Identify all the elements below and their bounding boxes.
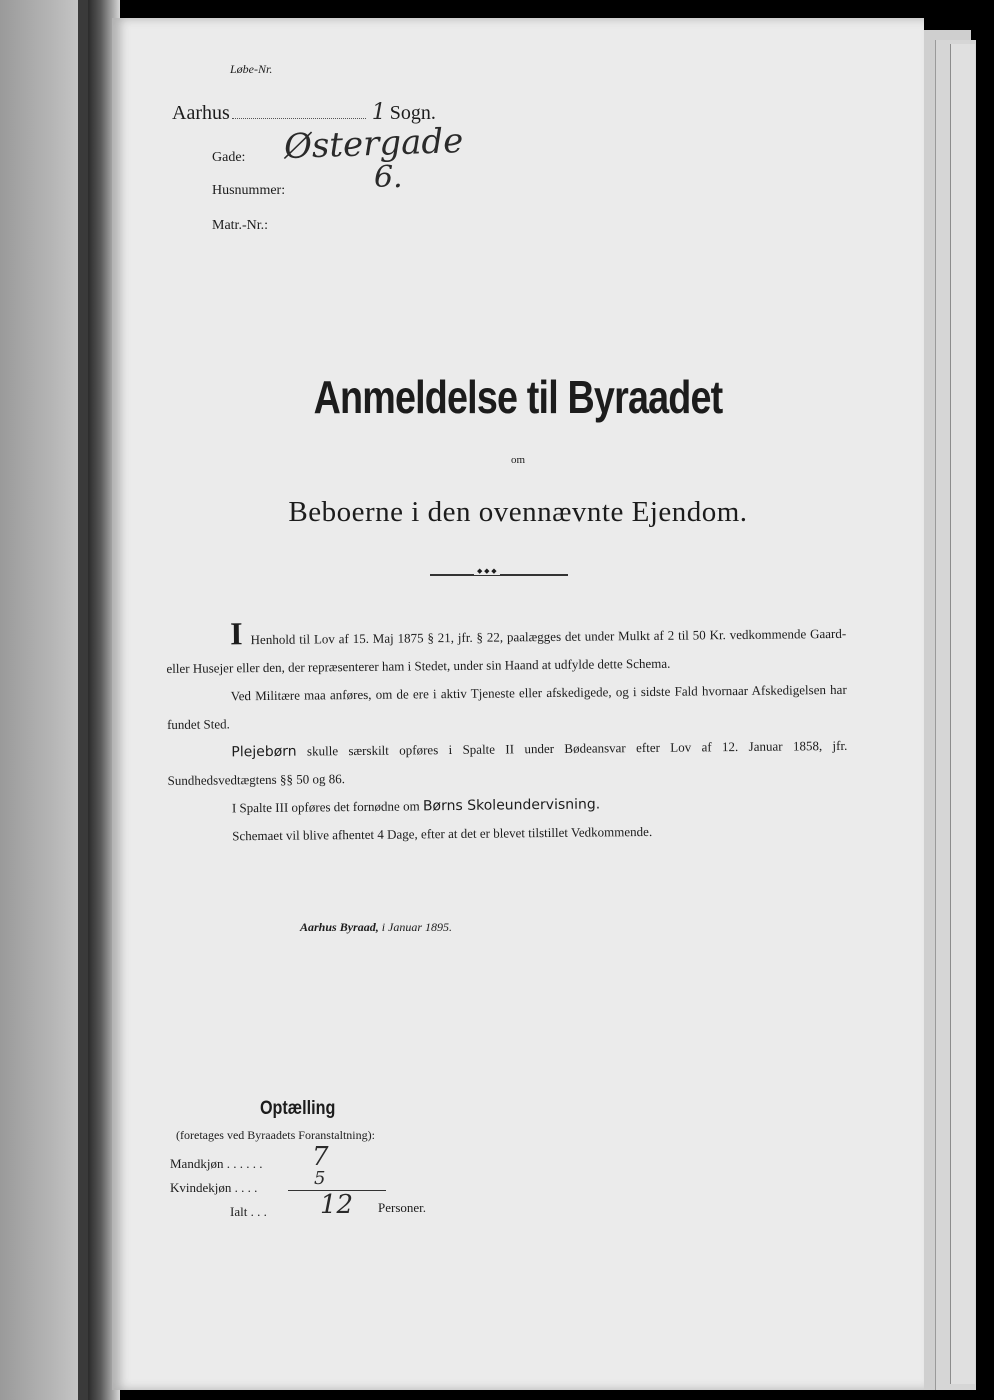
female-count-label: Kvindekjøn . . . . <box>170 1180 258 1195</box>
count-title: Optælling <box>260 1098 336 1119</box>
page-binding-edge <box>78 0 88 1400</box>
page-title: Anmeldelse til Byraadet <box>313 371 723 423</box>
matr-nr-label: Matr.-Nr.: <box>212 218 268 233</box>
house-number-label: Husnummer: <box>212 183 286 198</box>
instructions-block <box>166 617 848 851</box>
male-count-label: Mandkjøn . . . . . . <box>170 1156 263 1171</box>
instruction-paragraph <box>167 732 848 795</box>
house-number-value-handwritten: 6. <box>374 160 403 195</box>
parish-label: Sogn. <box>389 102 436 124</box>
count-note: (foretages ved Byraadets Foranstaltning): <box>176 1128 375 1142</box>
ornamental-divider <box>430 574 568 576</box>
instruction-emphasis: Plejebørn <box>231 743 297 761</box>
lobe-nr-label: Løbe-Nr. <box>230 62 273 76</box>
form-page <box>112 18 924 1390</box>
title-connector: om <box>510 454 526 466</box>
female-count-value: 5 <box>314 1168 326 1189</box>
total-count-value: 12 <box>320 1190 354 1220</box>
street-label: Gade: <box>212 150 246 165</box>
persons-label: Personer. <box>378 1200 427 1215</box>
instruction-text: Henhold til Lov af 15. Maj 1875 § 21, jfr. § 22, paalægges det under Mulkt af 2 til 50 Kr. vedkommende Gaard- eller Husejer eller den, der repræsenterer ham i Stedet, under sin Haand at udfylde dette Schema. <box>166 625 847 676</box>
total-count-label: Ialt . . . <box>230 1204 267 1219</box>
instruction-paragraph <box>166 617 847 683</box>
signature-name: Aarhus Byraad, <box>300 920 379 934</box>
dotted-leader <box>232 104 366 119</box>
stacked-page-edge <box>950 44 975 1384</box>
parish-row <box>172 100 436 125</box>
instruction-paragraph: Schemaet vil blive afhentet 4 Dage, efter at det er blevet tilstillet Vedkommende. <box>232 823 653 844</box>
street-value-handwritten: Østergade <box>283 120 464 168</box>
drop-cap: I <box>229 615 243 652</box>
parish-value-handwritten: 1 <box>371 100 386 125</box>
instruction-paragraph: Ved Militære maa anføres, om de ere i aktiv Tjeneste eller afskedigede, og i sidste Fald hvornaar Afskedigelsen har fundet Sted. <box>166 681 847 732</box>
signature-line <box>300 920 452 935</box>
male-count-value: 7 <box>312 1142 329 1172</box>
city-label: Aarhus <box>172 102 230 124</box>
page-subtitle: Beboerne i den ovennævnte Ejendom. <box>288 496 748 528</box>
signature-date: i Januar 1895. <box>381 920 453 934</box>
instruction-text: I Spalte III opføres det fornødne om <box>231 798 423 816</box>
previous-page-edge <box>0 0 86 1400</box>
instruction-text: skulle særskilt opføres i Spalte II under Bødeansvar efter Lov af 12. Januar 1858, jfr. Sundhedsvedtægtens §§ 50 og 86. <box>167 737 848 788</box>
instruction-emphasis: Børns Skoleundervisning. <box>422 796 601 815</box>
